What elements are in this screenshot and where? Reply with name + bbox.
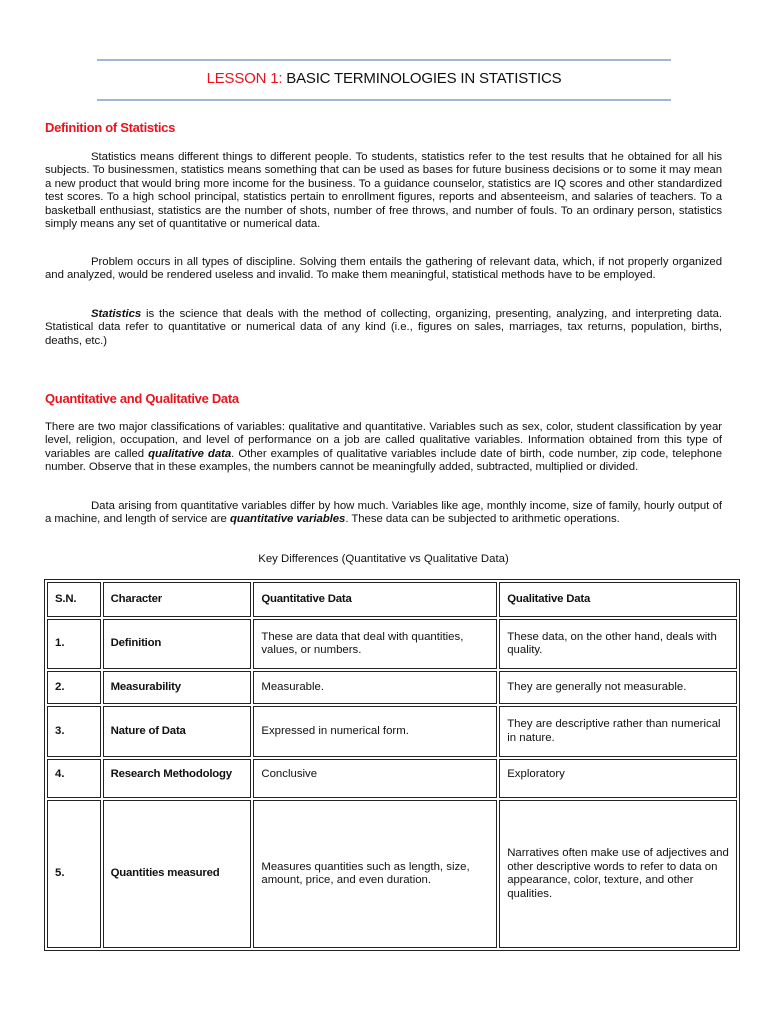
key-differences-table bbox=[44, 579, 740, 951]
paragraph-part: . These data can be subjected to arithmetic operations. bbox=[345, 513, 620, 526]
lesson-title bbox=[0, 70, 768, 87]
key-differences-table-wrap bbox=[44, 579, 740, 951]
paragraph-rest: is the science that deals with the method of collecting, organizing, presenting, analyzing, and interpreting data. Statistical data refer to quantitative or numerical data of any kind (i.e., figures on sales, marriages, tax returns, population, births, deaths, etc.) bbox=[45, 308, 722, 347]
cell-qualitative: Exploratory bbox=[499, 759, 737, 798]
term-quantitative-variables: quantitative variables bbox=[229, 513, 346, 526]
cell-character: Measurability bbox=[103, 671, 252, 704]
cell-quantitative: Measurable. bbox=[253, 671, 497, 704]
paragraph-part: . Other examples of qualitative variables include date of birth, code number, zip code, telephone number. Observe that in these examples, the numbers cannot be meaningfully added, subtracted, multiplied or divided. bbox=[45, 447, 723, 474]
cell-qualitative: These data, on the other hand, deals with quality. bbox=[499, 619, 737, 669]
cell-quantitative: Expressed in numerical form. bbox=[253, 706, 497, 757]
cell-character: Research Methodology bbox=[103, 759, 252, 798]
cell-sn: 1. bbox=[47, 619, 101, 669]
header-qualitative: Qualitative Data bbox=[499, 582, 737, 617]
table-header-row bbox=[47, 582, 737, 617]
cell-quantitative: Conclusive bbox=[253, 759, 497, 798]
table-row bbox=[47, 671, 737, 704]
cell-character: Definition bbox=[103, 619, 252, 669]
header-rule-top bbox=[97, 59, 671, 61]
section-definition bbox=[45, 120, 722, 135]
cell-character: Quantities measured bbox=[103, 800, 252, 948]
lesson-name: BASIC TERMINOLOGIES IN STATISTICS bbox=[286, 70, 562, 87]
paragraph-text: Statistics means different things to different people. To students, statistics refer to the test results that he obtained for all his subjects. To businessmen, statistics means something that can be used as bases for future business decisions or to some it may mean a new product that would bring more income for the business. To a guidance counselor, statistics are IQ scores and other standardized test scores. To a high school principal, statistics pertain to enrollment figures, reports and absenteeism, and salaries of teachers. To a basketball enthusiast, statistics are the number of shots, number of free throws, and number of fouls. To an ordinary person, statistics simply means any set of quantitative or numerical data. bbox=[45, 151, 722, 231]
paragraph-text bbox=[45, 500, 722, 527]
paragraph-statistics-definition bbox=[45, 308, 722, 348]
header-sn: S.N. bbox=[47, 582, 101, 617]
paragraph-problem bbox=[45, 256, 722, 283]
header-quantitative: Quantitative Data bbox=[253, 582, 497, 617]
paragraph-classifications bbox=[45, 421, 722, 475]
paragraph-text bbox=[45, 421, 722, 475]
cell-character: Nature of Data bbox=[103, 706, 252, 757]
table-row bbox=[47, 706, 737, 757]
cell-qualitative: Narratives often make use of adjectives and other descriptive words to refer to data on appearance, color, texture, and other qualities. bbox=[499, 800, 737, 948]
cell-qualitative: They are generally not measurable. bbox=[499, 671, 737, 704]
lesson-number: LESSON 1: bbox=[206, 70, 283, 87]
table-caption: Key Differences (Quantitative vs Qualitative Data) bbox=[258, 553, 509, 565]
table-row bbox=[47, 619, 737, 669]
section-quant-qual bbox=[45, 391, 722, 406]
cell-sn: 2. bbox=[47, 671, 101, 704]
term-qualitative-data: qualitative data bbox=[148, 447, 232, 460]
paragraph-part: Data arising from quantitative variables differ by how much. Variables like age, monthly income, size of family, hourly output of a machine, and length of service are bbox=[45, 500, 722, 526]
paragraph-part: There are two major classifications of variables: qualitative and quantitative. Variables such as sex, color, student classification by year level, religion, occupation, and level of performance on a job are called qualitative variables. Information obtained from this type of variables are called bbox=[45, 421, 722, 460]
cell-sn: 3. bbox=[47, 706, 101, 757]
header-character: Character bbox=[103, 582, 252, 617]
cell-sn: 5. bbox=[47, 800, 101, 948]
cell-quantitative: Measures quantities such as length, size, amount, price, and even duration. bbox=[253, 800, 497, 948]
cell-qualitative: They are descriptive rather than numerical in nature. bbox=[499, 706, 737, 757]
section-heading-definition: Definition of Statistics bbox=[45, 120, 176, 135]
cell-sn: 4. bbox=[47, 759, 101, 798]
header-rule-bottom bbox=[97, 99, 671, 101]
cell-quantitative: These are data that deal with quantities, values, or numbers. bbox=[253, 619, 497, 669]
table-row bbox=[47, 800, 737, 948]
paragraph-quantitative bbox=[45, 500, 722, 527]
section-heading-quant-qual: Quantitative and Qualitative Data bbox=[45, 391, 239, 406]
table-row bbox=[47, 759, 737, 798]
paragraph-text: Problem occurs in all types of discipline. Solving them entails the gathering of relevant data, which, if not properly organized and analyzed, would be rendered useless and invalid. To make them meaningful, statistical methods have to be employed. bbox=[45, 256, 722, 282]
paragraph-text bbox=[45, 308, 722, 348]
paragraph-statistics-meanings bbox=[45, 151, 722, 231]
term-statistics: Statistics bbox=[91, 308, 142, 320]
